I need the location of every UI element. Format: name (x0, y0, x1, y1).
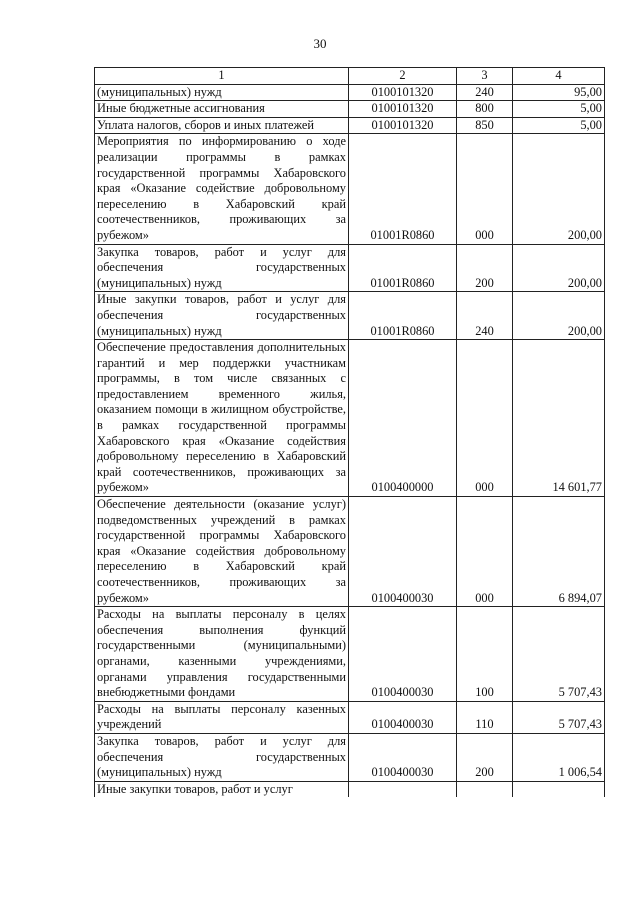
row-code: 01001R0860 (349, 244, 457, 292)
row-expense-type: 240 (457, 292, 513, 340)
row-amount: 5,00 (513, 101, 605, 118)
row-amount: 5 707,43 (513, 701, 605, 733)
row-name: Иные закупки товаров, работ и услуг (95, 781, 349, 797)
row-code: 0100400030 (349, 497, 457, 607)
row-amount: 5,00 (513, 117, 605, 134)
row-expense-type: 200 (457, 733, 513, 781)
table-row (95, 340, 605, 497)
row-name: Иные бюджетные ассигнования (95, 101, 349, 118)
row-name: (муниципальных) нужд (95, 84, 349, 101)
row-name: Закупка товаров, работ и услуг для обеспечения государственных (муниципальных) нужд (95, 244, 349, 292)
column-header: 2 (349, 68, 457, 85)
table-row (95, 244, 605, 292)
row-expense-type: 850 (457, 117, 513, 134)
row-name: Мероприятия по информированию о ходе реализации программы в рамках государственной программы Хабаровского края «Оказание содействие добровольному переселению в Хабаровский край соотечественников, проживающих за рубежом» (95, 134, 349, 244)
budget-table (94, 67, 605, 797)
row-expense-type: 240 (457, 84, 513, 101)
row-name: Уплата налогов, сборов и иных платежей (95, 117, 349, 134)
row-expense-type: 000 (457, 497, 513, 607)
table-row (95, 84, 605, 101)
row-amount: 200,00 (513, 134, 605, 244)
table-row (95, 701, 605, 733)
row-code: 0100400030 (349, 607, 457, 702)
row-code-empty (349, 781, 457, 797)
row-expense-type: 800 (457, 101, 513, 118)
row-code: 01001R0860 (349, 292, 457, 340)
table-row (95, 607, 605, 702)
row-amount: 200,00 (513, 292, 605, 340)
row-expense-type: 000 (457, 134, 513, 244)
row-amount: 6 894,07 (513, 497, 605, 607)
row-code: 0100400000 (349, 340, 457, 497)
table-row (95, 134, 605, 244)
row-name: Закупка товаров, работ и услуг для обеспечения государственных (муниципальных) нужд (95, 733, 349, 781)
row-code: 0100101320 (349, 117, 457, 134)
row-amount: 95,00 (513, 84, 605, 101)
column-header: 1 (95, 68, 349, 85)
page-number: 30 (313, 36, 327, 51)
row-code: 0100400030 (349, 701, 457, 733)
row-name: Обеспечение деятельности (оказание услуг) подведомственных учреждений в рамках государственной программы Хабаровского края «Оказание содействия добровольному переселению в Хабаровский край соотечественников, проживающих за рубежом» (95, 497, 349, 607)
table-row (95, 101, 605, 118)
table-row (95, 292, 605, 340)
row-code: 0100400030 (349, 733, 457, 781)
table-row (95, 733, 605, 781)
row-code: 01001R0860 (349, 134, 457, 244)
table-row-continued (95, 781, 605, 797)
table-header-row (95, 68, 605, 85)
row-name: Расходы на выплаты персоналу казенных учреждений (95, 701, 349, 733)
row-expense-type: 100 (457, 607, 513, 702)
row-amount: 1 006,54 (513, 733, 605, 781)
row-expense-type: 110 (457, 701, 513, 733)
row-name: Обеспечение предоставления дополнительных гарантий и мер поддержки участникам программы, в том числе связанных с предоставлением временного жилья, оказанием помощи в жилищном обустройстве, в рамках государственной программы Хабаровского края «Оказание содействия добровольному переселению в Хабаровский край соотечественников, проживающих за рубежом» (95, 340, 349, 497)
row-code: 0100101320 (349, 84, 457, 101)
row-expense-type-empty (457, 781, 513, 797)
row-expense-type: 000 (457, 340, 513, 497)
row-expense-type: 200 (457, 244, 513, 292)
row-name: Иные закупки товаров, работ и услуг для обеспечения государственных (муниципальных) нужд (95, 292, 349, 340)
column-header: 4 (513, 68, 605, 85)
row-amount: 14 601,77 (513, 340, 605, 497)
table-row (95, 117, 605, 134)
row-amount: 200,00 (513, 244, 605, 292)
row-code: 0100101320 (349, 101, 457, 118)
row-amount-empty (513, 781, 605, 797)
table-row (95, 497, 605, 607)
row-name: Расходы на выплаты персоналу в целях обеспечения выполнения функций государственными (муниципальными) органами, казенными учреждениями, органами управления государственными внебюджетными фондами (95, 607, 349, 702)
column-header: 3 (457, 68, 513, 85)
row-amount: 5 707,43 (513, 607, 605, 702)
